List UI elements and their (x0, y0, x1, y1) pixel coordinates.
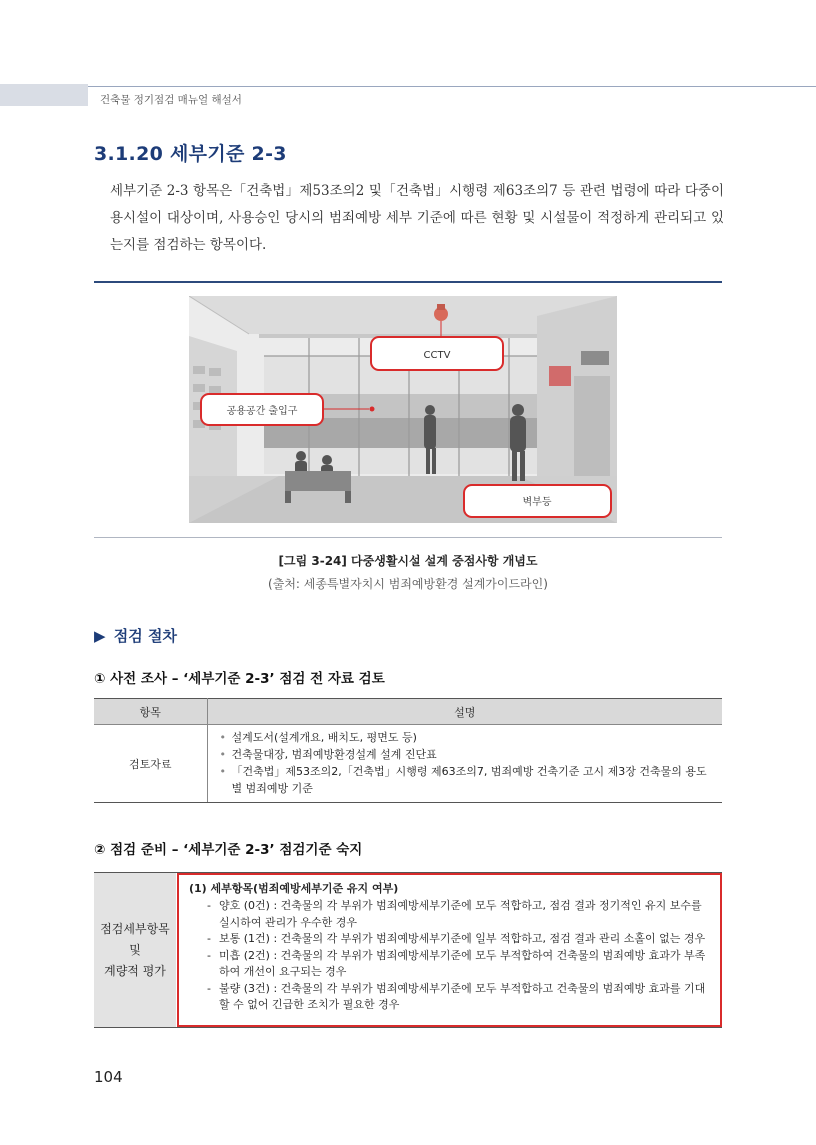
criteria-title: (1) 세부항목(범죄예방세부기준 유지 여부) (189, 882, 399, 895)
page-number: 104 (94, 1068, 123, 1086)
column-header-item: 항목 (94, 699, 207, 725)
list-item: • 건축물대장, 범죄예방환경설계 설계 진단표 (218, 746, 715, 763)
figure-divider (94, 537, 722, 538)
row-label: 검토자료 (94, 725, 207, 803)
callout-entrance: 공용공간 출입구 (226, 406, 298, 417)
callout-cctv: CCTV (423, 350, 451, 361)
running-header: 건축물 정기점검 매뉴얼 해설서 (100, 94, 242, 106)
lobby-illustration (189, 296, 617, 523)
review-materials-table (94, 698, 722, 803)
step2-heading: ② 점검 준비 – ‘세부기준 2-3’ 점검기준 숙지 (94, 842, 363, 858)
header-rule (88, 86, 816, 87)
triangle-marker-icon: ▶ (94, 627, 106, 645)
criteria-highlight-box (177, 873, 722, 1027)
procedure-heading (94, 625, 177, 646)
callout-wall-light: 벽부등 (522, 497, 552, 508)
figure-source: (출처: 세종특별자치시 범죄예방환경 설계가이드라인) (268, 577, 548, 591)
header-band (0, 84, 88, 106)
list-item: - 보통 (1건) : 건축물의 각 부위가 범죄예방세부기준에 일부 적합하고, 점검 결과 관리 소홀이 없는 경우 (189, 931, 712, 948)
criteria-row-label (94, 873, 176, 1027)
row-description (207, 725, 722, 803)
table-header-row (94, 699, 722, 725)
label-line: 계량적 평가 (104, 963, 166, 978)
section-title: 3.1.20 세부기준 2-3 (94, 143, 287, 165)
list-item: • 설계도서(설계개요, 배치도, 평면도 등) (218, 729, 715, 746)
column-header-description: 설명 (207, 699, 722, 725)
list-item: • 「건축법」제53조의2,「건축법」시행령 제63조의7, 범죄예방 건축기준 고시 제3장 건축물의 용도별 범죄예방 기준 (218, 763, 715, 797)
intro-divider (94, 281, 722, 283)
lobby-illustration-svg (189, 296, 617, 523)
step1-heading: ① 사전 조사 – ‘세부기준 2-3’ 점검 전 자료 검토 (94, 671, 385, 687)
label-line: 및 (129, 942, 141, 957)
procedure-heading-text: 점검 절차 (113, 627, 177, 645)
list-item: - 미흡 (2건) : 건축물의 각 부위가 범죄예방세부기준에 모두 부적합하여 건축물의 범죄예방 효과가 부족하여 개선이 요구되는 경우 (189, 948, 712, 981)
figure-caption: [그림 3-24] 다중생활시설 설계 중점사항 개념도 (278, 554, 538, 568)
list-item: - 양호 (0건) : 건축물의 각 부위가 범죄예방세부기준에 모두 적합하고, 점검 결과 정기적인 유지 보수를 실시하여 관리가 우수한 경우 (189, 898, 712, 931)
list-item: - 불량 (3건) : 건축물의 각 부위가 범죄예방세부기준에 모두 부적합하고 건축물의 범죄예방 효과를 기대할 수 없어 긴급한 조치가 필요한 경우 (189, 981, 712, 1014)
criteria-table (94, 872, 722, 1028)
label-line: 점검세부항목 (100, 921, 170, 936)
table-row (94, 725, 722, 803)
intro-paragraph: 세부기준 2-3 항목은「건축법」제53조의2 및「건축법」시행령 제63조의7 등 관련 법령에 따라 다중이용시설이 대상이며, 사용승인 당시의 범죄예방 세부 기준에 따른 현황 및 시설물이 적정하게 관리되고 있는지를 점검하는 항목이다. (110, 183, 724, 253)
